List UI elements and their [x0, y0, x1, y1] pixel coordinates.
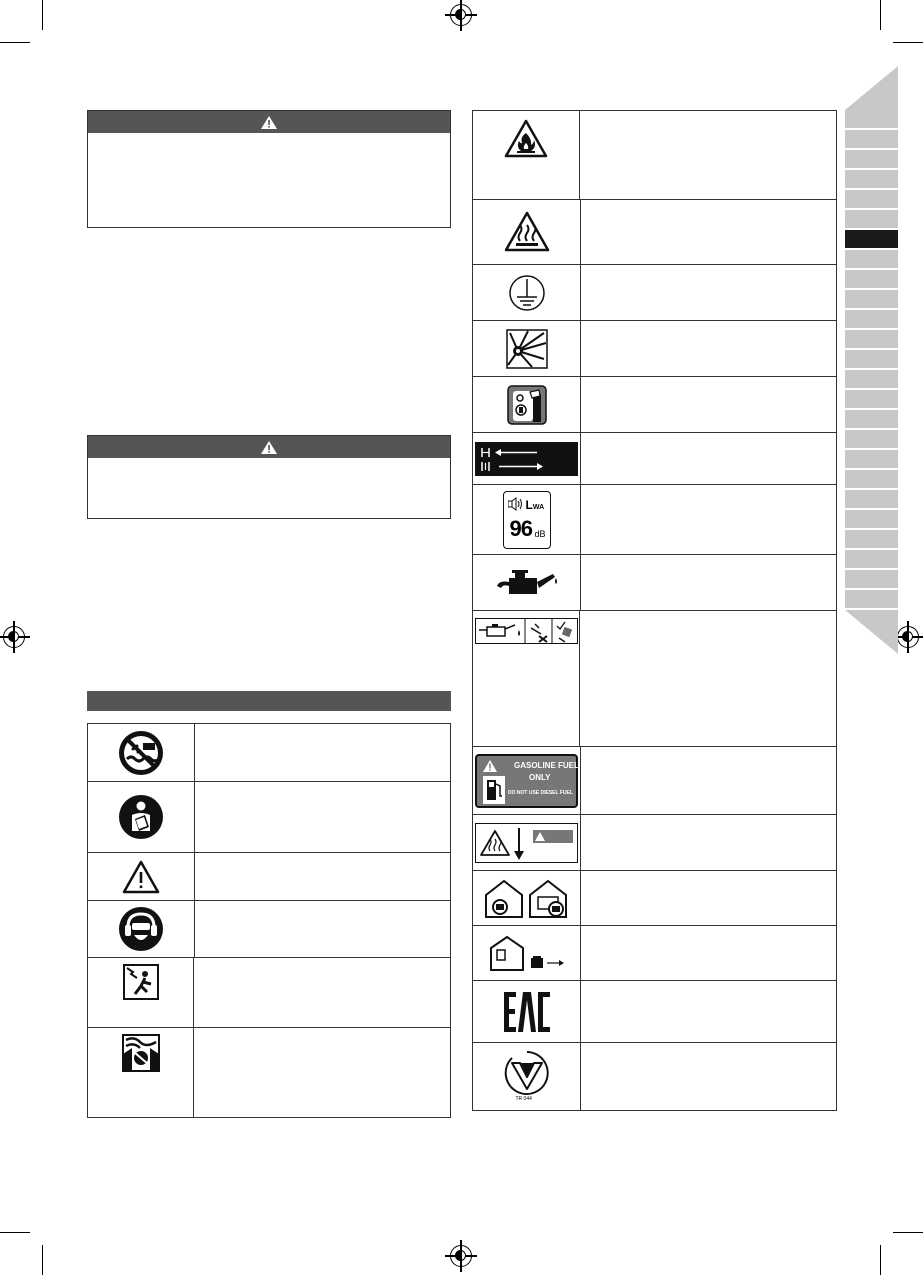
sound-power-icon: [503, 491, 551, 549]
side-tab: [845, 270, 898, 289]
side-tabs: [845, 110, 898, 610]
side-tab: [845, 450, 898, 469]
warning-triangle-icon: [121, 859, 161, 895]
side-tab: [845, 390, 898, 409]
table-row: [473, 925, 836, 980]
table-row: [473, 746, 836, 814]
table-row: [473, 264, 836, 320]
side-tab: [845, 210, 898, 229]
do-not-spray-water-icon: [117, 729, 165, 777]
side-tab-top-triangle: [845, 66, 898, 110]
warning-box-1: [87, 110, 451, 228]
crop-mark: [0, 42, 30, 43]
side-tab: [845, 430, 898, 449]
side-tab: [845, 510, 898, 529]
table-row: [473, 432, 836, 484]
table-row: [473, 110, 836, 199]
table-row: [473, 980, 836, 1042]
tr-code: TR 044: [515, 1096, 532, 1102]
side-tab: [845, 530, 898, 549]
table-row: [473, 870, 836, 925]
hot-exhaust-label-icon: [475, 823, 578, 863]
table-row: [473, 554, 836, 610]
table-row: [473, 814, 836, 870]
registration-mark-icon: [450, 4, 472, 26]
registration-mark-icon: [3, 626, 25, 648]
side-tab: [845, 350, 898, 369]
crop-mark: [0, 1232, 30, 1233]
crop-mark: [893, 1232, 923, 1233]
crop-mark: [880, 1245, 881, 1275]
eac-mark-icon: [502, 990, 552, 1034]
symbols-section-header: [87, 691, 451, 711]
side-tab: [845, 470, 898, 489]
db-value: 96: [509, 515, 532, 541]
side-tab: [845, 190, 898, 209]
read-manual-icon: [117, 793, 165, 841]
side-tab: [845, 330, 898, 349]
table-row: [88, 781, 450, 852]
crop-mark: [42, 1245, 43, 1275]
oil-can-icon: [495, 568, 559, 598]
side-tab: [845, 570, 898, 589]
no-indoor-use-icon: [482, 877, 572, 919]
crop-mark: [880, 0, 881, 30]
right-symbol-table: [472, 110, 837, 1111]
speaker-icon: [508, 497, 524, 511]
side-tab: [845, 110, 898, 129]
table-row: [88, 957, 450, 1027]
table-row: [473, 484, 836, 554]
gasoline-fuel-label-icon: [475, 754, 578, 808]
side-tab: [845, 550, 898, 569]
table-row: [473, 610, 836, 746]
side-tab: [845, 490, 898, 509]
table-row: [473, 376, 836, 432]
table-row: [88, 1027, 450, 1118]
ukraine-conformity-icon: [502, 1049, 552, 1095]
gas-only: ONLY: [529, 772, 551, 782]
registration-mark-icon: [450, 1245, 472, 1267]
side-tab: [845, 230, 898, 249]
flammable-icon: [504, 119, 548, 159]
gas-title: GASOLINE FUEL: [514, 760, 579, 770]
side-tab: [845, 370, 898, 389]
outdoor-use-icon: [487, 934, 567, 972]
crop-mark: [893, 42, 923, 43]
side-tab: [845, 250, 898, 269]
hot-surface-icon: [504, 211, 550, 253]
ear-eye-protection-icon: [117, 905, 165, 953]
table-row: [473, 199, 836, 264]
table-row: [88, 723, 450, 781]
explosion-icon: [506, 329, 548, 369]
warning-triangle-icon: [260, 440, 278, 455]
registration-mark-icon: [897, 626, 919, 648]
oil-check-icon: [475, 618, 578, 644]
side-tab-bottom-triangle: [845, 610, 898, 654]
side-tab: [845, 170, 898, 189]
side-tab: [845, 150, 898, 169]
table-row: [88, 852, 450, 900]
warning-box-header: [88, 111, 450, 133]
side-tab: [845, 130, 898, 149]
side-tab: [845, 590, 898, 609]
side-tab: [845, 290, 898, 309]
fuel-pump-icon: [483, 776, 505, 804]
warning-triangle-icon: [483, 760, 497, 772]
fuel-valve-icon: [506, 384, 548, 426]
warning-box-header: [88, 436, 450, 458]
warning-box-2: [87, 435, 451, 519]
table-row: [473, 1042, 836, 1111]
toxic-fumes-icon: [122, 1034, 160, 1072]
gas-note: DO NOT USE DIESEL FUEL: [508, 789, 573, 796]
lwa-label: LWA: [525, 497, 545, 512]
db-unit: dB: [534, 528, 546, 539]
side-tab: [845, 410, 898, 429]
side-tab: [845, 310, 898, 329]
choke-lever-icon: [475, 442, 578, 476]
electric-shock-icon: [123, 964, 159, 1000]
warning-triangle-icon: [260, 115, 278, 130]
crop-mark: [42, 0, 43, 30]
left-symbol-table: [87, 723, 451, 1118]
earth-ground-icon: [507, 273, 547, 313]
table-row: [88, 900, 450, 957]
table-row: [473, 320, 836, 376]
